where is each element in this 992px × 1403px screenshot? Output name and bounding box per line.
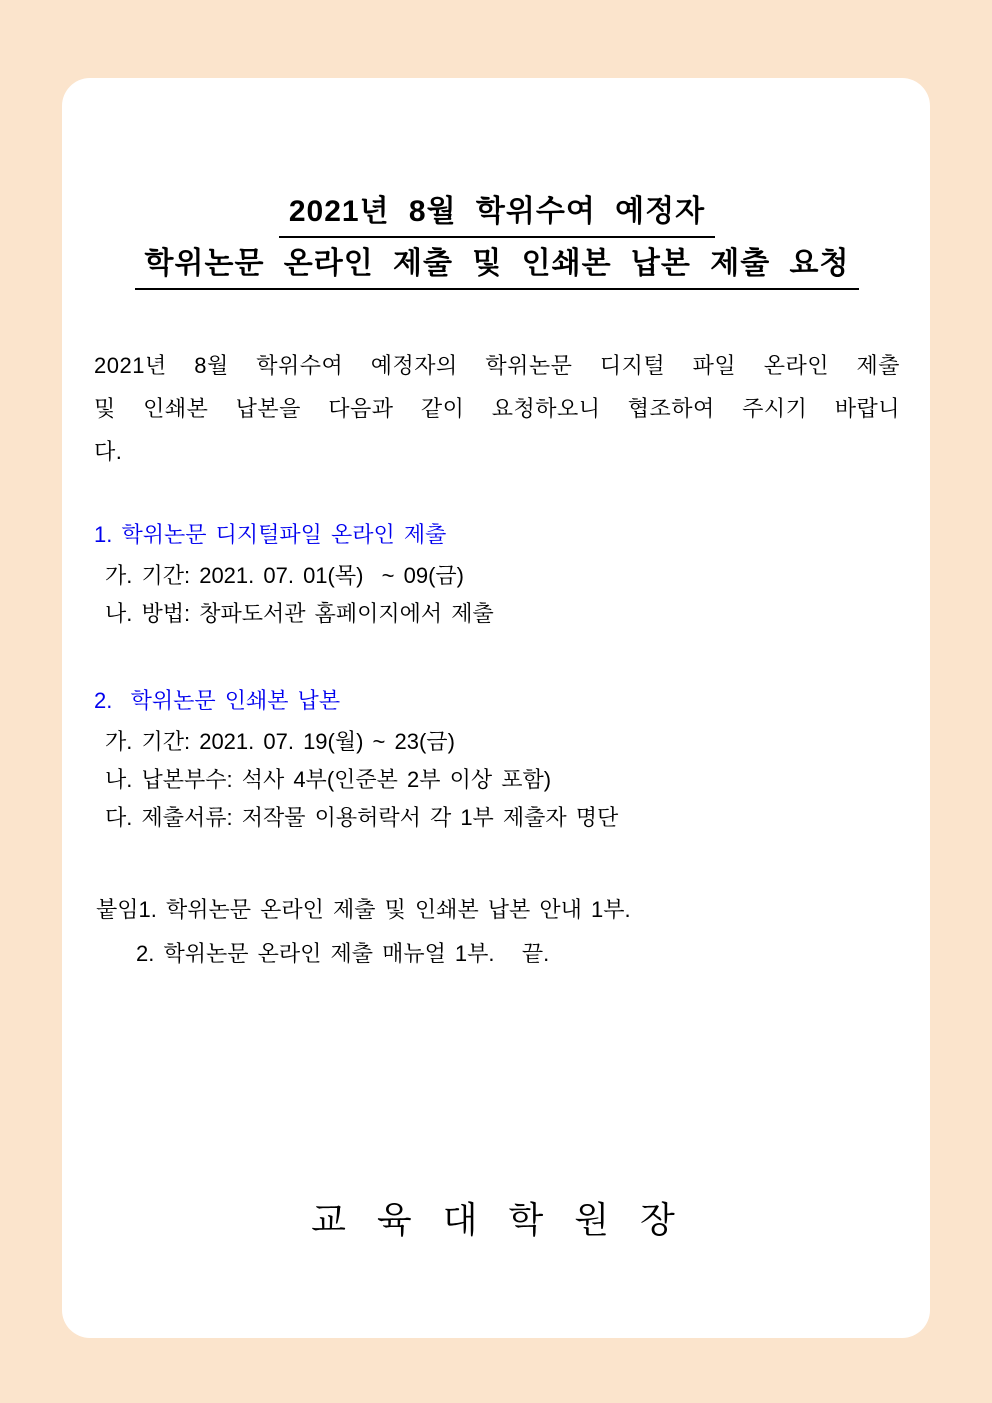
- notice-title-row-2: [94, 244, 900, 290]
- notice-card: [62, 78, 930, 1338]
- section-1-items: [94, 557, 900, 633]
- intro-line-2: 및 인쇄본 납본을 다음과 같이 요청하오니 협조하여 주시기 바랍니: [94, 396, 900, 421]
- intro-line-1: 2021년 8월 학위수여 예정자의 학위논문 디지털 파일 온라인 제출: [94, 353, 900, 378]
- notice-title-line-1: 2021년 8월 학위수여 예정자: [279, 192, 715, 238]
- signature-graduate-school-dean: 교 육 대 학 원 장: [311, 1199, 683, 1240]
- attachment-line-2: 2. 학위논문 온라인 제출 매뉴얼 1부. 끝.: [136, 941, 550, 966]
- section-2-heading: 2. 학위논문 인쇄본 납본: [94, 688, 341, 713]
- attachment-line-1: 붙임1. 학위논문 온라인 제출 및 인쇄본 납본 안내 1부.: [96, 897, 631, 922]
- section-digital-file-online-submission: [94, 519, 900, 633]
- notice-title-line-2: 학위논문 온라인 제출 및 인쇄본 납본 제출 요청: [135, 244, 860, 290]
- notice-title: [94, 192, 900, 290]
- section-1-item-period: 가. 기간: 2021. 07. 01(목) ~ 09(금): [105, 563, 465, 588]
- section-2-item-period: 가. 기간: 2021. 07. 19(월) ~ 23(금): [105, 729, 455, 754]
- section-print-copy-deposit: [94, 685, 900, 837]
- section-2-item-documents: 다. 제출서류: 저작물 이용허락서 각 1부 제출자 명단: [105, 805, 619, 830]
- notice-title-row-1: [94, 192, 900, 238]
- intro-line-3: 다.: [94, 439, 123, 464]
- section-2-item-copies: 나. 납본부수: 석사 4부(인준본 2부 이상 포함): [105, 767, 552, 792]
- section-1-heading: 1. 학위논문 디지털파일 온라인 제출: [94, 522, 447, 547]
- section-2-items: [94, 723, 900, 837]
- intro-paragraph: [94, 344, 900, 473]
- section-1-item-method: 나. 방법: 창파도서관 홈페이지에서 제출: [105, 601, 494, 626]
- attachments-block: [94, 888, 900, 976]
